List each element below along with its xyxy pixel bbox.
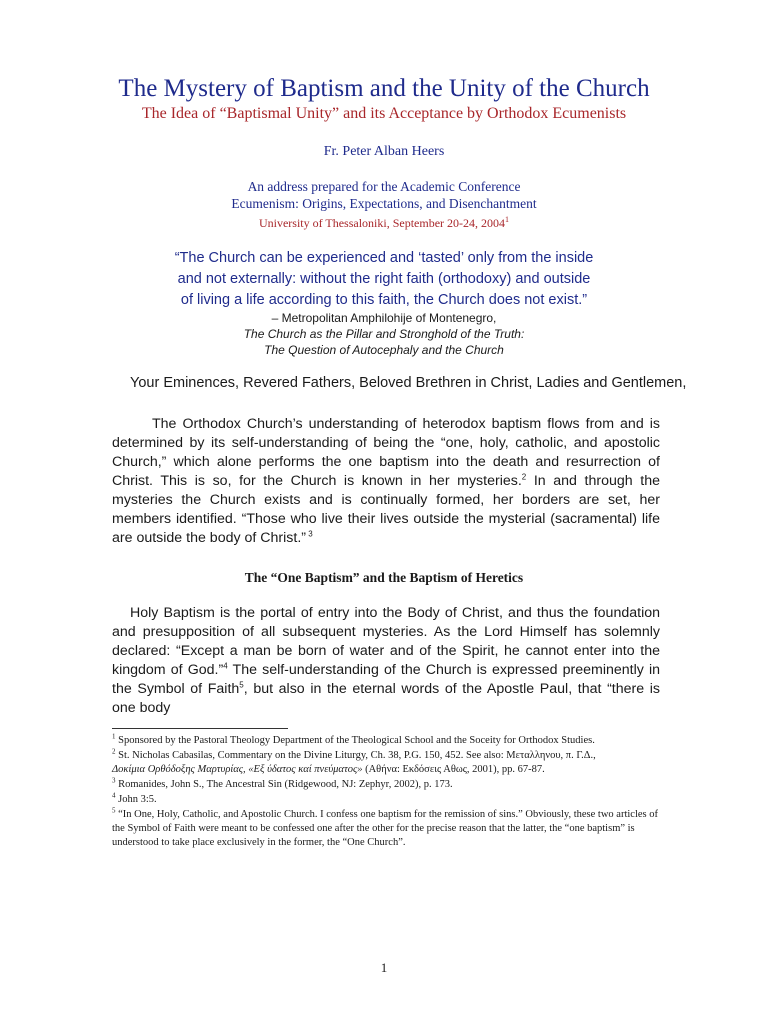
text-run: The Orthodox Church’s understanding of heterodox baptism flows from and is determined by its self-understanding of being the “one, holy, catholic, and apostolic Church,” which alone performs the one baptism into the death and resurrection of Christ. This is so, for the Church is known in her mysteries. bbox=[112, 416, 660, 489]
paragraph-1 bbox=[112, 415, 660, 548]
quote-line: “The Church can be experienced and ‘tasted’ only from the inside bbox=[174, 250, 594, 266]
document-title: The Mystery of Baptism and the Unity of the Church bbox=[118, 75, 650, 102]
footnote-text: St. Nicholas Cabasilas, Commentary on the Divine Liturgy, Ch. 38, P.G. 150, 452. See also: Μεταλληνου, π. Γ.Δ., bbox=[115, 750, 596, 761]
attribution-source: The Question of Autocephaly and the Church bbox=[264, 343, 504, 357]
salutation: Your Eminences, Revered Fathers, Beloved Brethren in Christ, Ladies and Gentlemen, bbox=[130, 375, 687, 391]
footnote-text: (Αθήνα: Εκδόσεις Αθως, 2001), pp. 67-87. bbox=[362, 764, 545, 775]
section-heading: The “One Baptism” and the Baptism of Heretics bbox=[244, 570, 524, 585]
footnote-ref: 2 bbox=[521, 472, 527, 482]
paragraph-text bbox=[112, 415, 660, 548]
footnote-ref: 1 bbox=[505, 215, 510, 224]
footnote-number: 5 bbox=[112, 806, 116, 815]
footnote-number: 3 bbox=[112, 776, 116, 785]
epigraph-quote bbox=[0, 248, 768, 311]
footnote-3 bbox=[112, 778, 660, 792]
footnote-text: Romanides, John S., The Ancestral Sin (Ridgewood, NJ: Zephyr, 2002), p. 173. bbox=[115, 779, 453, 790]
footnote-ref: 5 bbox=[239, 680, 244, 690]
page-number: 1 bbox=[380, 960, 388, 975]
attribution-source: The Church as the Pillar and Stronghold of the Truth: bbox=[243, 327, 525, 341]
footnote-5 bbox=[112, 808, 660, 850]
footnote-text: Sponsored by the Pastoral Theology Department of the Theological School and the Soceity for Orthodox Studies. bbox=[115, 735, 595, 746]
footnote-ref: 4 bbox=[223, 661, 228, 671]
conference-line-2: Ecumenism: Origins, Expectations, and Disenchantment bbox=[231, 196, 537, 211]
footnote-4 bbox=[112, 793, 660, 807]
footnote-2 bbox=[112, 749, 660, 777]
footnote-number: 1 bbox=[112, 732, 116, 741]
document-subtitle: The Idea of “Baptismal Unity” and its Acceptance by Orthodox Ecumenists bbox=[141, 105, 627, 122]
quote-line: and not externally: without the right faith (orthodoxy) and outside bbox=[177, 271, 591, 287]
author-name: Fr. Peter Alban Heers bbox=[323, 144, 445, 159]
conference-line-3 bbox=[0, 212, 768, 231]
text-run: The self-understanding of the Church is expressed preeminently in the Symbol of Faith bbox=[112, 662, 660, 697]
quote-line: of living a life according to this faith, the Church does not exist.” bbox=[180, 292, 588, 308]
paragraph-text bbox=[112, 604, 660, 718]
footnotes bbox=[112, 734, 660, 851]
epigraph-attribution bbox=[0, 310, 768, 358]
text-run: In and through the mysteries the Church exists and is continually formed, her borders are set, her members identified. “Those who live their lives outside the mysterial (sacramental) life are outside the body of Christ.” bbox=[112, 473, 660, 546]
footnote-greek-title: Δοκίμια Ορθόδοξης Μαρτυρίας, «Εξ ύδατος καί πνεύματος» bbox=[112, 764, 363, 775]
attribution-author: – Metropolitan Amphilohije of Montenegro, bbox=[271, 311, 497, 325]
footnote-text: John 3:5. bbox=[115, 794, 157, 805]
footnote-number: 2 bbox=[112, 747, 116, 756]
footnote-text: “In One, Holy, Catholic, and Apostolic Church. I confess one baptism for the remission of sins.” Obviously, these two articles of the Symbol of Faith were meant to be confessed one after the other for the precise reason that the latter, the “one baptism” is understood to take place exclusively in the former, the “One Church”. bbox=[112, 809, 658, 848]
footnote-divider bbox=[112, 728, 288, 729]
footnote-1 bbox=[112, 734, 660, 748]
conference-location: University of Thessaloniki, September 20-24, 2004 bbox=[258, 216, 506, 230]
footnote-ref: 3 bbox=[306, 529, 313, 539]
text-run: Holy Baptism is the portal of entry into the Body of Christ, and thus the foundation and presupposition of all subsequent mysteries. As the Lord Himself has solemnly declared: “Except a man be born of water and of the Spirit, he cannot enter into the kingdom of God.” bbox=[112, 605, 660, 678]
text-run: , but also in the eternal words of the Apostle Paul, that “there is one body bbox=[112, 681, 661, 716]
conference-line-1: An address prepared for the Academic Conference bbox=[247, 179, 521, 194]
footnote-number: 4 bbox=[112, 791, 116, 800]
paragraph-2 bbox=[112, 604, 660, 718]
